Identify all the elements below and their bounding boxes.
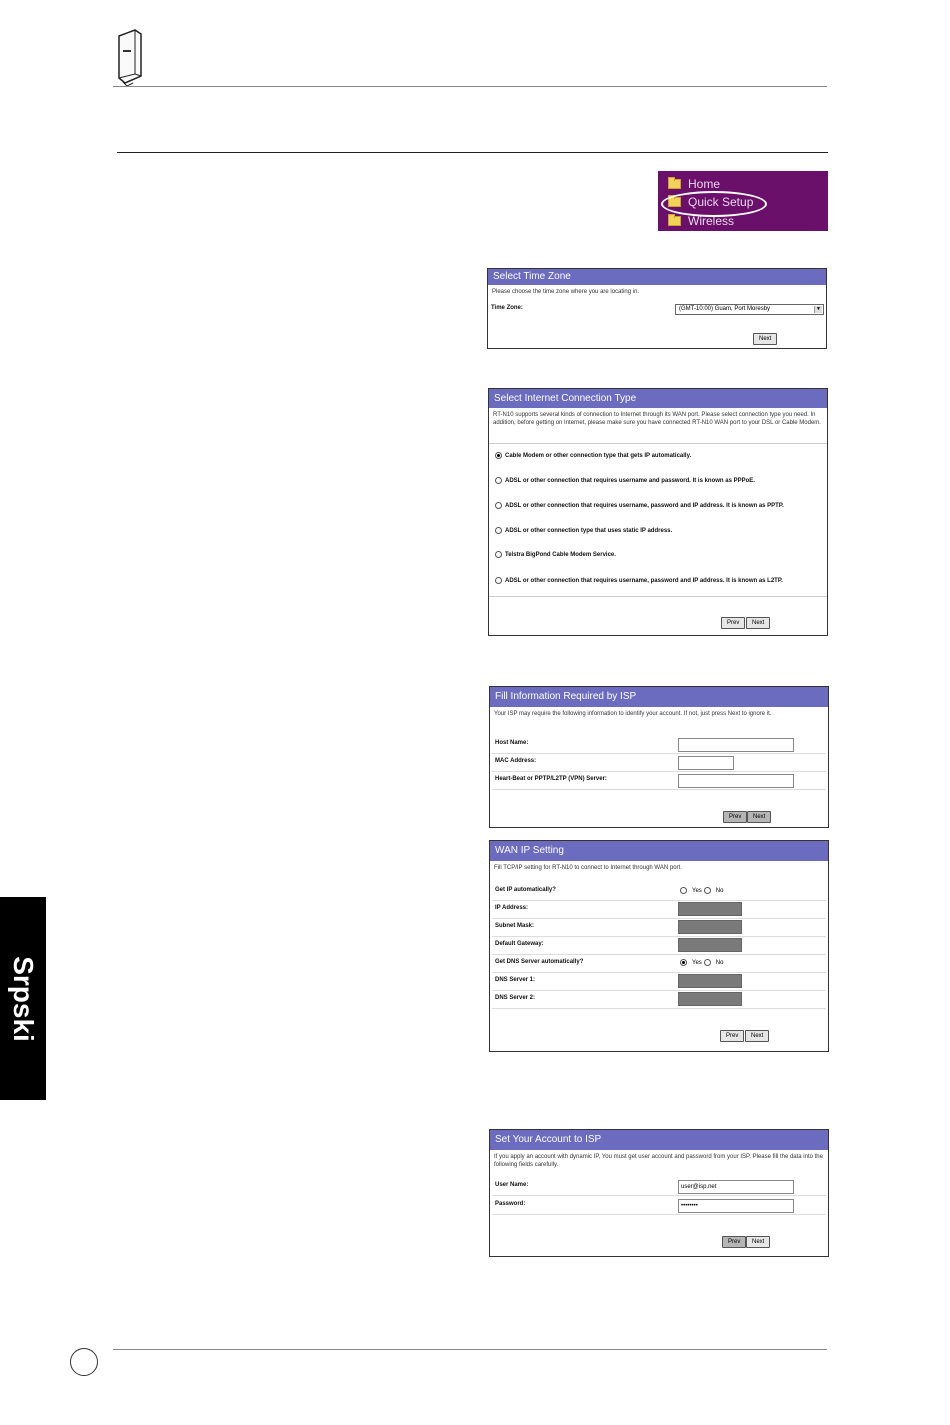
section-rule <box>117 152 828 153</box>
field-label: DNS Server 2: <box>495 995 536 1001</box>
language-side-tab <box>0 897 46 1100</box>
radio-button[interactable] <box>495 477 502 484</box>
radio-no[interactable] <box>704 959 711 966</box>
panel-title: WAN IP Setting <box>490 841 828 861</box>
menu-item-label: Quick Setup <box>688 195 754 209</box>
connection-option-5[interactable] <box>495 551 616 558</box>
connection-option-6[interactable] <box>495 577 783 584</box>
form-row-subnet-mask <box>492 919 826 937</box>
get-dns-auto-radios <box>680 959 723 966</box>
connection-option-2[interactable] <box>495 477 755 484</box>
divider <box>489 443 827 444</box>
radio-button[interactable] <box>495 502 502 509</box>
option-label: ADSL or other connection type that uses static IP address. <box>505 527 673 534</box>
field-label: DNS Server 1: <box>495 977 536 983</box>
radio-no[interactable] <box>704 887 711 894</box>
field-label: Heart-Beat or PPTP/L2TP (VPN) Server: <box>495 776 607 782</box>
option-label: ADSL or other connection that requires username, password and IP address. It is known as L2TP. <box>505 577 783 584</box>
time-zone-panel <box>487 268 827 349</box>
panel-title: Select Internet Connection Type <box>489 389 827 408</box>
form-row-dns-server-2 <box>492 991 826 1009</box>
radio-yes-label: Yes <box>692 959 702 966</box>
option-label: ADSL or other connection that requires username and password. It is known as PPPoE. <box>505 477 755 484</box>
prev-button[interactable]: Prev <box>723 811 747 823</box>
radio-button[interactable] <box>495 577 502 584</box>
divider <box>489 596 827 597</box>
vpn-server-input[interactable] <box>678 774 794 788</box>
next-button[interactable]: Next <box>753 333 777 345</box>
field-label: Get DNS Server automatically? <box>495 959 584 965</box>
panel-description: Your ISP may require the following information to identify your account. If not, just press Next to ignore it. <box>494 711 772 717</box>
footer-rule <box>113 1349 827 1350</box>
radio-button[interactable] <box>495 527 502 534</box>
prev-button[interactable]: Prev <box>721 617 745 629</box>
option-label: ADSL or other connection that requires username, password and IP address. It is known as PPTP. <box>505 502 784 509</box>
radio-no-label: No <box>715 887 724 894</box>
prev-button[interactable]: Prev <box>722 1236 746 1248</box>
form-row-vpn-server <box>492 772 826 790</box>
option-label: Cable Modem or other connection type that gets IP automatically. <box>505 452 692 459</box>
form-row-mac-address <box>492 754 826 772</box>
get-ip-auto-radios <box>680 887 723 894</box>
option-label: Telstra BigPond Cable Modem Service. <box>505 551 616 558</box>
password-input[interactable]: •••••••• <box>678 1199 794 1213</box>
field-label: IP Address: <box>495 905 529 911</box>
form-row-dns-server-1 <box>492 973 826 991</box>
radio-yes-label: Yes <box>692 887 702 894</box>
page-number-badge <box>70 1348 98 1376</box>
folder-icon <box>668 179 681 189</box>
radio-no-label: No <box>715 959 724 966</box>
user-name-input[interactable]: user@isp.net <box>678 1180 794 1194</box>
form-row-host-name <box>492 736 826 754</box>
header-rule <box>113 86 827 87</box>
form-row-get-ip-auto <box>492 883 826 901</box>
dns-server-2-input[interactable] <box>678 992 742 1006</box>
prev-button[interactable]: Prev <box>720 1030 744 1042</box>
form-row-ip-address <box>492 901 826 919</box>
chevron-down-icon: ▼ <box>814 306 822 313</box>
form-row-default-gateway <box>492 937 826 955</box>
connection-option-3[interactable] <box>495 502 784 509</box>
field-label: Password: <box>495 1201 526 1207</box>
radio-yes[interactable] <box>680 887 687 894</box>
form-row-password <box>492 1197 826 1215</box>
radio-button[interactable] <box>495 452 502 459</box>
field-label: MAC Address: <box>495 758 537 764</box>
mac-address-input[interactable] <box>678 756 734 770</box>
next-button[interactable]: Next <box>746 617 770 629</box>
next-button[interactable]: Next <box>746 1236 770 1248</box>
field-label: Subnet Mask: <box>495 923 535 929</box>
form-row-get-dns-auto <box>492 955 826 973</box>
radio-yes[interactable] <box>680 959 687 966</box>
connection-type-panel <box>488 388 828 636</box>
host-name-input[interactable] <box>678 738 794 752</box>
dns-server-1-input[interactable] <box>678 974 742 988</box>
connection-option-4[interactable] <box>495 527 672 534</box>
menu-item-label: Home <box>688 177 721 191</box>
panel-description: If you apply an account with dynamic IP, You must get user account and password from your ISP. Please fill the data into the following fields carefully. <box>494 1154 823 1168</box>
field-label: Default Gateway: <box>495 941 544 947</box>
time-zone-value: (GMT-10:00) Guam, Port Moresby <box>679 306 771 312</box>
quick-setup-highlight <box>661 191 767 217</box>
panel-title: Select Time Zone <box>488 269 826 285</box>
panel-instruction: Please choose the time zone where you are locating in. <box>492 289 640 295</box>
time-zone-select[interactable] <box>675 304 824 315</box>
panel-description: RT-N10 supports several kinds of connection to Internet through its WAN port. Please select connection type you need. In addition, before getting on Internet, please make sure you have connected RT-N10 WAN port to your DSL or Cable Modem. <box>493 412 821 426</box>
panel-title: Set Your Account to ISP <box>490 1130 828 1150</box>
isp-info-panel <box>489 686 829 828</box>
subnet-mask-input[interactable] <box>678 920 742 934</box>
wan-ip-panel <box>489 840 829 1052</box>
router-logo-icon <box>113 28 145 88</box>
ip-address-input[interactable] <box>678 902 742 916</box>
default-gateway-input[interactable] <box>678 938 742 952</box>
next-button[interactable]: Next <box>745 1030 769 1042</box>
account-panel <box>489 1129 829 1257</box>
language-label: Srpski <box>8 955 39 1042</box>
field-label: Host Name: <box>495 740 529 746</box>
panel-title: Fill Information Required by ISP <box>490 687 828 707</box>
connection-option-1[interactable] <box>495 452 691 459</box>
menu-item-label: Wireless <box>688 214 735 228</box>
field-label: User Name: <box>495 1182 529 1188</box>
radio-button[interactable] <box>495 551 502 558</box>
form-row-user-name <box>492 1178 826 1196</box>
folder-icon <box>668 216 681 226</box>
panel-description: Fill TCP/IP setting for RT-N10 to connect to Internet through WAN port. <box>494 865 682 871</box>
field-label: Get IP automatically? <box>495 887 556 893</box>
time-zone-label: Time Zone: <box>491 305 523 311</box>
next-button[interactable]: Next <box>747 811 771 823</box>
